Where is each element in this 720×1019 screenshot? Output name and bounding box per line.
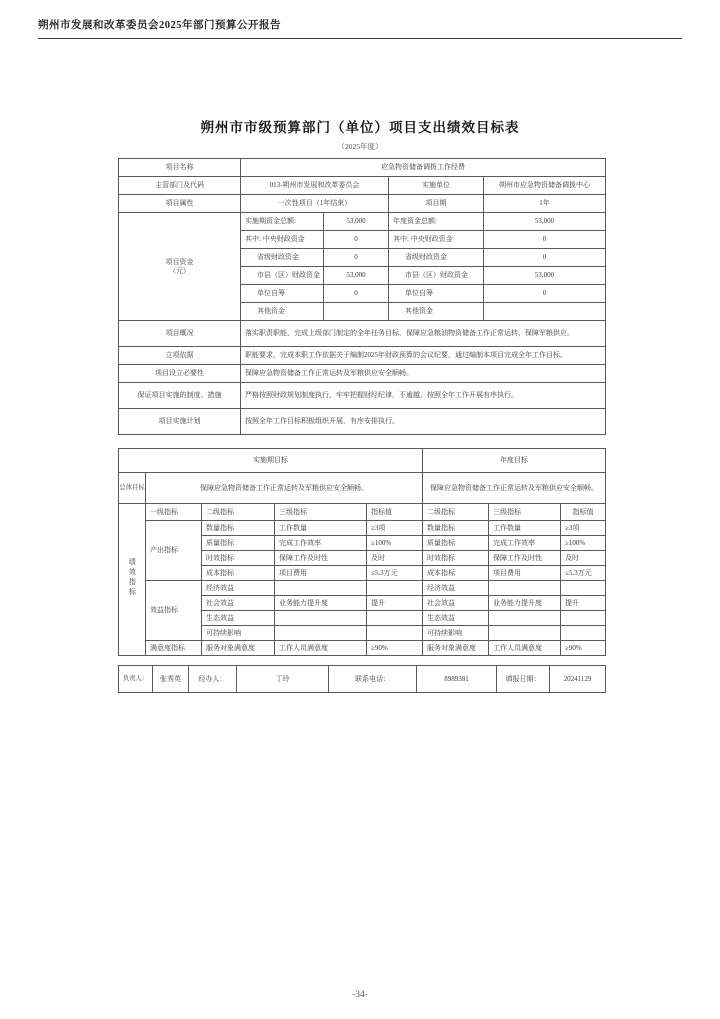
description-text: 落实职责职能，完成上级部门制定的全年任务目标，保障应急粮油物资储备工作正常运转，保障军粮供应。 (241, 321, 606, 347)
indicator-l2: 可持续影响 (202, 626, 275, 641)
indicator-l2: 生态效益 (202, 611, 275, 626)
indicator-l3: 保障工作及时性 (275, 551, 367, 566)
description-text: 保障应急物资储备工作正常运转及军粮供应安全顺畅。 (241, 365, 606, 383)
indicator-l2: 社会效益 (423, 596, 489, 611)
funding-value: 0 (324, 249, 389, 267)
indicator-l3: 工作数量 (275, 521, 367, 536)
indicator-l3: 保障工作及时性 (489, 551, 561, 566)
level2-header: 二级指标 (202, 504, 275, 521)
report-header: 朔州市发展和改革委员会2025年部门预算公开报告 (38, 17, 682, 39)
indicator-value: ≥3项 (367, 521, 423, 536)
page-number: -34- (352, 990, 368, 1000)
level2-header: 二级指标 (423, 504, 489, 521)
funding-sublabel: 省级财政资金 (389, 249, 484, 267)
funding-label (119, 213, 241, 321)
funding-sublabel: 实施期资金总额: (241, 213, 324, 231)
indicator-group-label: 效益指标 (146, 581, 202, 641)
description-row (119, 365, 606, 383)
signoff-table (118, 665, 606, 693)
period-label: 项目期 (389, 195, 484, 213)
level3-header: 三级指标 (489, 504, 561, 521)
funding-sublabel: 其中: 中央财政资金 (241, 231, 324, 249)
dept-row (119, 177, 606, 195)
indicator-l2: 数量指标 (423, 521, 489, 536)
indicator-row (119, 581, 606, 596)
indicator-group-label: 产出指标 (146, 521, 202, 581)
indicator-l2: 服务对象满意度 (423, 641, 489, 656)
performance-targets-table (118, 448, 606, 656)
indicator-l2: 数量指标 (202, 521, 275, 536)
indicator-l2: 质量指标 (423, 536, 489, 551)
funding-value: 53,000 (324, 267, 389, 285)
indicator-row (119, 521, 606, 536)
impl-period-header: 实施期目标 (119, 449, 423, 473)
indicator-l3 (275, 581, 367, 596)
funding-value: 53,000 (484, 213, 606, 231)
funding-value: 53,000 (484, 267, 606, 285)
indicator-group-label: 满意度指标 (146, 641, 202, 656)
attribute-value: 一次性项目（1年结束） (241, 195, 389, 213)
funding-sublabel: 其他资金 (241, 303, 324, 321)
indicator-l3 (489, 611, 561, 626)
date-label: 填报日期： (497, 666, 550, 693)
overall-target-label: 总体目标 (119, 473, 146, 504)
indicator-value (561, 581, 606, 596)
handler-name: 丁玲 (237, 666, 329, 693)
description-label: 项目实施计划 (119, 409, 241, 435)
indicator-l3 (489, 581, 561, 596)
indicator-row (119, 641, 606, 656)
indicator-value (561, 611, 606, 626)
indicator-l3: 业务能力提升度 (489, 596, 561, 611)
funding-sublabel: 其中: 中央财政资金 (389, 231, 484, 249)
indicator-l3: 工作数量 (489, 521, 561, 536)
description-row (119, 383, 606, 409)
indicator-l3: 项目费用 (275, 566, 367, 581)
project-info-table (118, 158, 606, 435)
responsible-name: 张秀英 (153, 666, 189, 693)
description-text: 职能要求，完成本职工作依据关于编制2025年财政预算的会议纪要，通过编制本项目完成全年工作目标。 (241, 347, 606, 365)
project-name-value: 应急物资储备调拨工作经费 (241, 159, 606, 177)
performance-indicator-label (119, 504, 146, 656)
indicator-value: ≤5.3万元 (367, 566, 423, 581)
funding-row (119, 213, 606, 231)
indicator-l2: 服务对象满意度 (202, 641, 275, 656)
indicator-l2: 时效指标 (423, 551, 489, 566)
description-label: 项目设立必要性 (119, 365, 241, 383)
funding-value: 0 (324, 285, 389, 303)
impl-unit-label: 实施单位 (389, 177, 484, 195)
funding-sublabel: 单位自筹 (389, 285, 484, 303)
signoff-row (119, 666, 606, 693)
level1-header: 一级指标 (146, 504, 202, 521)
performance-indicator-vertical-text: 绩效指标 (128, 558, 137, 599)
indicator-value: 提升 (367, 596, 423, 611)
tables-container (118, 158, 605, 693)
handler-label: 经办人： (189, 666, 237, 693)
indicator-l3: 工作人员满意度 (489, 641, 561, 656)
overall-target-row (119, 473, 606, 504)
funding-sublabel: 市县（区）财政资金 (389, 267, 484, 285)
indicator-l3 (275, 626, 367, 641)
indicator-l2: 成本指标 (202, 566, 275, 581)
targets-header-row (119, 449, 606, 473)
description-row (119, 321, 606, 347)
impl-unit-value: 朔州市应急物资储备调拨中心 (484, 177, 606, 195)
indicator-value: 提升 (561, 596, 606, 611)
indicator-value (367, 581, 423, 596)
funding-value: 0 (484, 285, 606, 303)
description-label: 项目概况 (119, 321, 241, 347)
indicator-l3: 完成工作效率 (275, 536, 367, 551)
indicator-value (367, 626, 423, 641)
phone-label: 联系电话： (329, 666, 417, 693)
indicator-value (561, 626, 606, 641)
indicator-value: ≥100% (367, 536, 423, 551)
description-row (119, 347, 606, 365)
project-name-label: 项目名称 (119, 159, 241, 177)
level3-header: 三级指标 (275, 504, 367, 521)
description-row (119, 409, 606, 435)
indicator-l3: 完成工作效率 (489, 536, 561, 551)
responsible-label: 负责人： (119, 666, 153, 693)
attribute-label: 项目属性 (119, 195, 241, 213)
indicator-l2: 质量指标 (202, 536, 275, 551)
indicator-l2: 社会效益 (202, 596, 275, 611)
funding-sublabel: 其他资金 (389, 303, 484, 321)
value-header: 指标值 (367, 504, 423, 521)
indicator-l3: 业务能力提升度 (275, 596, 367, 611)
indicator-header-row (119, 504, 606, 521)
overall-target-impl: 保障应急物资储备工作正常运转及军粮供应安全顺畅。 (146, 473, 423, 504)
indicator-value: 及时 (561, 551, 606, 566)
indicator-l2: 生态效益 (423, 611, 489, 626)
indicator-value: ≥100% (561, 536, 606, 551)
date-value: 20241129 (550, 666, 606, 693)
funding-sublabel: 年度资金总额: (389, 213, 484, 231)
funding-value (324, 303, 389, 321)
funding-sublabel: 省级财政资金 (241, 249, 324, 267)
funding-value: 0 (484, 249, 606, 267)
indicator-value: ≥90% (367, 641, 423, 656)
overall-target-annual: 保障应急物资储备工作正常运转及军粮供应安全顺畅。 (423, 473, 606, 504)
phone-value: 8989381 (417, 666, 497, 693)
funding-value: 53,000 (324, 213, 389, 231)
funding-value: 0 (324, 231, 389, 249)
indicator-l3 (275, 611, 367, 626)
description-label: 立项依据 (119, 347, 241, 365)
funding-label-line2: （元） (169, 266, 190, 275)
indicator-value: ≤5.3万元 (561, 566, 606, 581)
page-title: 朔州市市级预算部门（单位）项目支出绩效目标表 (200, 120, 520, 135)
description-text: 严格按照财政规划制度执行，牢牢把握财经纪律，不逾越，按照全年工作开展有序执行。 (241, 383, 606, 409)
indicator-value: 及时 (367, 551, 423, 566)
indicator-l2: 经济效益 (423, 581, 489, 596)
funding-value: 0 (484, 231, 606, 249)
period-value: 1年 (484, 195, 606, 213)
funding-sublabel: 单位自筹 (241, 285, 324, 303)
indicator-l2: 成本指标 (423, 566, 489, 581)
dept-value: 013-朔州市发展和改革委员会 (241, 177, 389, 195)
value-header: 指标值 (561, 504, 606, 521)
indicator-l2: 时效指标 (202, 551, 275, 566)
description-text: 按照全年工作目标积极组织开展，有序安排执行。 (241, 409, 606, 435)
indicator-l3: 项目费用 (489, 566, 561, 581)
page-subtitle: （2025年度） (337, 142, 383, 151)
indicator-value: ≥90% (561, 641, 606, 656)
description-label: 保证项目实施的制度、措施 (119, 383, 241, 409)
funding-label-line1: 项目资金 (165, 257, 194, 266)
funding-sublabel: 市县（区）财政资金 (241, 267, 324, 285)
annual-header: 年度目标 (423, 449, 606, 473)
attribute-row (119, 195, 606, 213)
funding-value (484, 303, 606, 321)
indicator-l3 (489, 626, 561, 641)
indicator-l2: 可持续影响 (423, 626, 489, 641)
dept-label: 主管部门及代码 (119, 177, 241, 195)
indicator-value: ≥3项 (561, 521, 606, 536)
indicator-value (367, 611, 423, 626)
indicator-l3: 工作人员满意度 (275, 641, 367, 656)
indicator-l2: 经济效益 (202, 581, 275, 596)
project-name-row (119, 159, 606, 177)
